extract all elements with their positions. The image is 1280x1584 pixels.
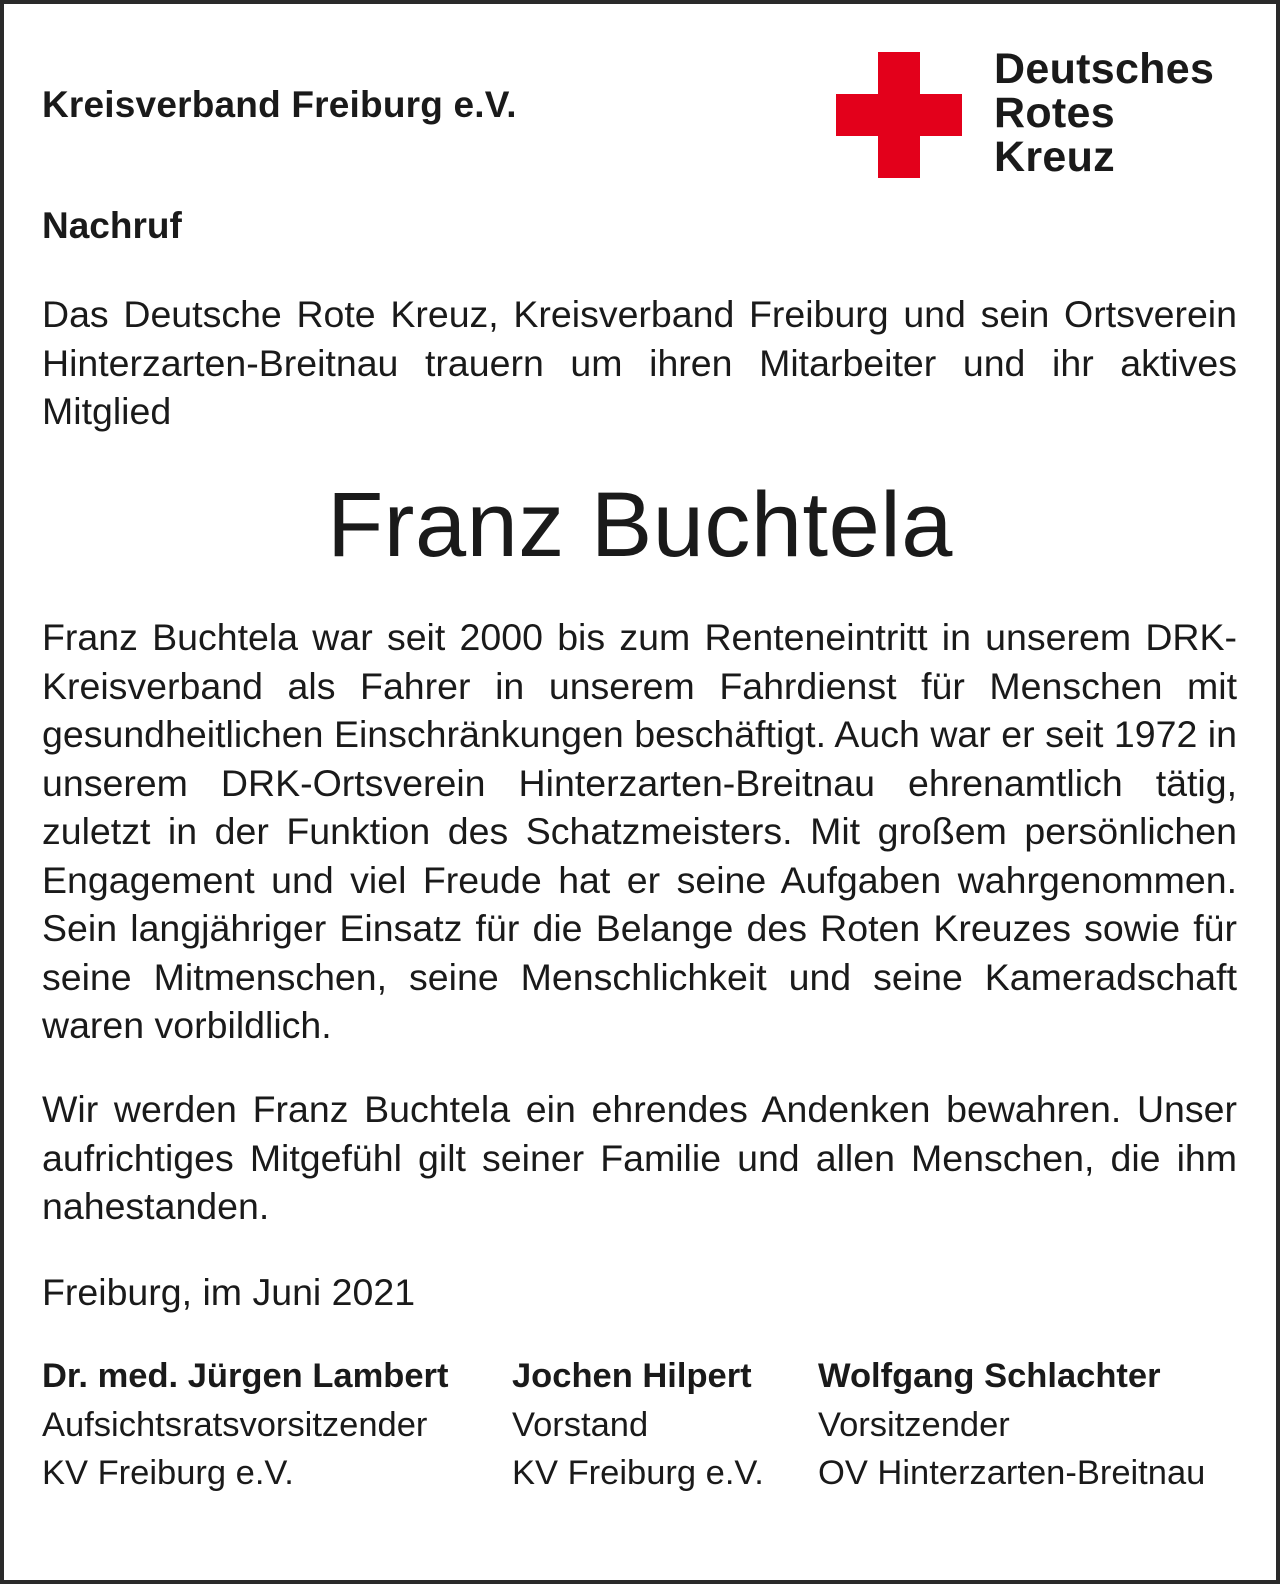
condolence-paragraph: Wir werden Franz Buchtela ein ehrendes Andenken bewahren. Unser aufrichtiges Mitgefühl gilt seiner Familie und allen Menschen, die ihm nahestanden. — [42, 1088, 1237, 1227]
deceased-name: Franz Buchtela — [327, 474, 953, 576]
signatory-2 — [512, 1352, 764, 1498]
signatory-name: Dr. med. Jürgen Lambert — [42, 1357, 449, 1395]
drk-logo — [836, 47, 1236, 182]
logo-line-1: Deutsches — [994, 45, 1215, 93]
red-cross-icon — [836, 52, 962, 178]
signatory-name: Wolfgang Schlachter — [818, 1357, 1161, 1395]
organization-name: Kreisverband Freiburg e.V. — [42, 84, 517, 125]
signatory-unit: KV Freiburg e.V. — [42, 1454, 294, 1492]
signatory-role: Vorsitzender — [818, 1405, 1010, 1444]
signatory-unit: OV Hinterzarten-Breitnau — [818, 1454, 1206, 1492]
tribute-paragraph: Franz Buchtela war seit 2000 bis zum Renteneintritt in unserem DRK-Kreisverband als Fahrer in unserem Fahrdienst für Menschen mit gesundheitlichen Einschränkungen beschäftigt. Auch war er seit 1972 in unserem DRK-Ortsverein Hinterzarten-Breitnau ehrenamtlich tätig, zuletzt in der Funktion des Schatzmeisters. Mit großem persönlichen Engagement und viel Freude hat er seine Aufgaben wahrgenommen. Sein langjähriger Einsatz für die Belange des Roten Kreuzes sowie für seine Mitmenschen, seine Menschlichkeit und seine Kameradschaft waren vorbildlich. — [42, 616, 1237, 1046]
signatory-role: Vorstand — [512, 1405, 649, 1444]
place-date: Freiburg, im Juni 2021 — [42, 1271, 416, 1313]
signatory-3 — [818, 1352, 1205, 1498]
logo-line-2: Rotes — [994, 89, 1115, 137]
signatory-1 — [42, 1352, 448, 1498]
signatory-name: Jochen Hilpert — [512, 1357, 752, 1395]
notice-heading: Nachruf — [42, 205, 182, 246]
logo-wordmark — [994, 47, 1214, 179]
logo-line-3: Kreuz — [994, 133, 1115, 181]
signatory-role: Aufsichtsratsvorsitzender — [42, 1405, 428, 1444]
signatory-unit: KV Freiburg e.V. — [512, 1454, 764, 1492]
intro-paragraph: Das Deutsche Rote Kreuz, Kreisverband Freiburg und sein Ortsverein Hinterzarten-Breitnau trauern um ihren Mitarbeiter und ihr aktives Mitglied — [42, 293, 1237, 432]
